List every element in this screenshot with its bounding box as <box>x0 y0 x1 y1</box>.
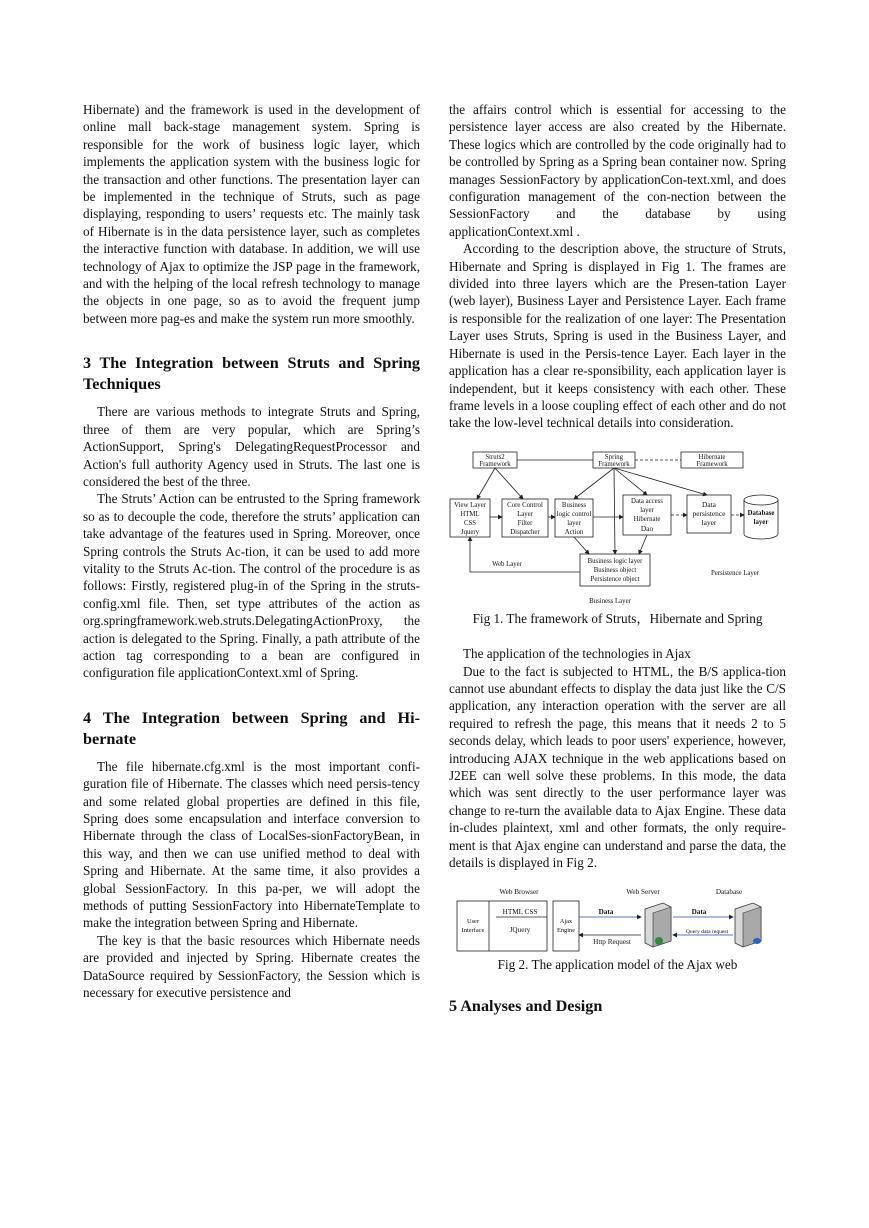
core-control-dispatcher: Dispatcher <box>510 528 540 536</box>
web-server-icon <box>645 903 671 947</box>
query-request-label: Query data request <box>685 929 729 936</box>
ajax-label: Ajax <box>559 918 573 926</box>
section-4-paragraph-2: The key is that the basic resources which Hibernate needs are provided and injected by Spring. Hibernate creates the DataSource required by SessionFactory, the Session which is necessary for executive persistence and <box>83 932 420 1001</box>
right-column <box>449 101 786 1017</box>
web-server-label: Web Server <box>626 888 660 897</box>
core-control-layer: Layer <box>517 510 533 518</box>
data-persistence-line2: persistence <box>692 508 726 518</box>
ajax-engine-box <box>553 901 579 951</box>
core-control-filter: Filter <box>517 519 533 527</box>
html-css-label: HTML CSS <box>502 908 538 917</box>
data-access-label: Data access <box>631 497 663 505</box>
business-logic-layer-label: Business logic layer <box>587 557 643 565</box>
view-layer-css: CSS <box>463 519 477 527</box>
intro-paragraph: Hibernate) and the framework is used in the development of online mall back-stage management system. Spring is responsible for the work of business logic layer, which implements the application system with the business logic for the transaction and other functions. The presentation layer can be implemented in the technique of Struts, such as page displaying, responding to users’ requests etc. The mainly task of Hibernate is in the data persistence layer, such as completes the interactive function with database. In addition, we will use technology of Ajax to optimize the JSP page in the framework, and with the helping of the local refresh technology to manage the objects in one page, so as to avoid the frequent jump between more pag-es and make the system run more smoothly. <box>83 102 420 326</box>
framework-diagram <box>449 450 786 606</box>
figure-1 <box>449 450 786 627</box>
figure-2-caption: Fig 2. The application model of the Ajax web <box>497 957 738 973</box>
blc-line3: layer <box>567 519 581 527</box>
section-4-heading: 4 The Integration between Spring and Hi-bernate <box>83 708 420 748</box>
continued-paragraph: the affairs control which is essential for accessing to the persistence layer access are also created by the Hibernate. These logics which are controlled by the code originally had to be controlled by Spring as a Spring bean container now. Spring manages SessionFactory by applicationCon-text.xml, and does configuration management of the con-nection between the SessionFactory and the database by using applicationContext.xml . <box>449 102 786 239</box>
data-persistence-line3: layer <box>701 517 717 527</box>
section-3-paragraph-2: The Struts’ Action can be entrusted to the Spring framework so as to decouple the code, therefore the struts’ application can take advantage of the features used in Spring. Moreover, once Spring controls the Struts Ac-tion, it can be used to add more vitality to the Struts Ac-tion. The control of the procedure is as follows: Firstly, registered plug-in of the Spring in the struts-config.xml file. Then, set type attributes of the action as org.springframework.web.struts.DelegatingActionProxy, the action is delegated to the Spring. Finally, a path attribute of the action tag corresponding to a bean are configured in configuration file applicationContext.xml of Spring. <box>83 491 420 681</box>
hibernate-label: Hibernate <box>698 453 726 461</box>
blc-line2: logic control <box>556 510 592 518</box>
spring-sublabel: Framework <box>598 460 630 468</box>
figure-2 <box>449 885 786 973</box>
web-browser-label: Web Browser <box>499 888 539 897</box>
ajax-subtitle: The application of the technologies in Ajax <box>463 646 691 662</box>
view-layer-jquery: Jquery <box>460 528 480 536</box>
struts2-sublabel: Framework <box>479 460 511 468</box>
section-4-paragraph-1: The file hibernate.cfg.xml is the most important confi-guration file of Hibernate. The classes which need persis-tency and some related global properties are defined in this file, Spring does some encapsulation and interface conversion to Hibernate through the class of LocalSes-sionFactoryBean, in this way, and then we can use unified method to deal with Spring and Hibernate. At the same time, it also provides a global SessionFactory. In this pa-per, we will adopt the methods of putting SessionFactory into HibernateTemplate to make the integration between Spring and Hibernate. <box>83 758 420 931</box>
blc-line4: Action <box>564 528 584 536</box>
data-label-2: Data <box>691 908 707 917</box>
business-object-label: Business object <box>593 566 637 574</box>
business-layer-label: Business Layer <box>589 597 631 605</box>
left-column <box>83 101 420 1001</box>
ajax-paragraph: Due to the fact is subjected to HTML, the B/S applica-tion cannot use abundant effects to display the data just like the C/S application, any interaction operation with the server are all required to refresh the page, this means that it needs 2 to 5 seconds delay, which leads to poor users' experience, however, introducing AJAX technique in the web applications based on J2EE can well solve these problems. In this mode, the data which was sent directly to the user performance layer was change to re-turn the available data to Ajax Engine. These data in-cludes plaintext, xml and other formats, the only require-ment is that Ajax engine can understand and parse the data, the details is displayed in Fig 2. <box>449 663 786 870</box>
web-layer-label: Web Layer <box>492 560 522 568</box>
data-label-1: Data <box>598 908 614 917</box>
database-layer: layer <box>753 518 769 526</box>
core-control-label: Core Control <box>507 501 543 509</box>
persistence-object-label: Persistence object <box>590 575 640 583</box>
user-interface-sublabel: Interface <box>461 927 485 935</box>
database-server-icon <box>735 903 761 947</box>
data-access-layer: layer <box>640 506 654 514</box>
struts2-label: Struts2 <box>485 453 505 461</box>
section-3-paragraph-1: There are various methods to integrate Struts and Spring, three of them are very popular, which are Spring’s ActionSupport, Spring's DelegatingRequestProcessor and Action's full authority Agency used in Struts. The last one is considered the best of the three. <box>83 404 420 489</box>
view-layer-label: View Layer <box>454 501 486 509</box>
structure-paragraph: According to the description above, the structure of Struts, Hibernate and Spring is displayed in Fig 1. The frames are divided into three layers which are the Presen-tation Layer (web layer), Business Layer and Persistence Layer. Each frame is responsible for the realization of one layer: The Presentation Layer uses Struts, Spring is used in the Business Layer, and Hibernate is used in the Persis-tence Layer. Each layer in the application has a clear re-sponsibility, each application layer is independent, but it keeps consistency with each other. These frame levels in a loose coupling effect of each other and do not take the low-level technical details into consideration. <box>449 241 786 431</box>
data-access-hibernate: Hibernate <box>633 515 661 523</box>
ajax-model-diagram <box>449 885 786 953</box>
blc-label: Business <box>561 501 587 509</box>
spring-label: Spring <box>604 453 624 461</box>
http-request-label: Http Request <box>593 938 631 947</box>
data-persistence-label: Data <box>702 499 716 509</box>
database-label: Database <box>747 509 775 517</box>
database-label-2: Database <box>715 888 743 897</box>
view-layer-html: HTML <box>460 510 480 518</box>
section-3-heading: 3 The Integration between Struts and Spring Techniques <box>83 354 420 394</box>
engine-label: Engine <box>556 927 576 935</box>
data-access-dao: Dao <box>640 523 654 533</box>
figure-1-caption: Fig 1. The framework of Struts，Hibernate and Spring <box>472 610 763 626</box>
user-interface-label: User <box>466 918 480 926</box>
section-5-heading: 5 Analyses and Design <box>449 996 603 1015</box>
jquery-label: JQuery <box>509 926 531 935</box>
persistence-layer-label: Persistence Layer <box>710 569 760 577</box>
hibernate-sublabel: Framework <box>696 460 728 468</box>
